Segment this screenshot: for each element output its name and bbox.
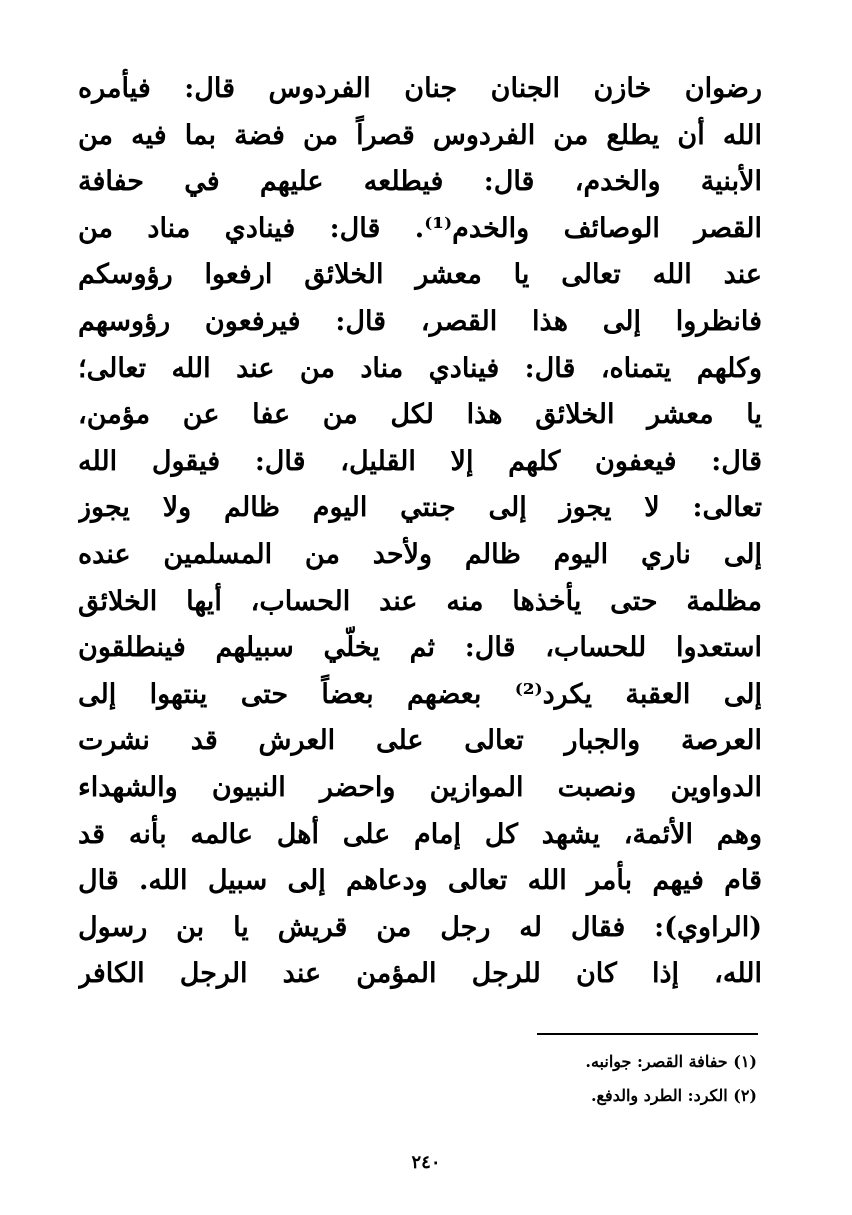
text-line: (الراوي): فقال له رجل من قريش يا بن رسول xyxy=(78,911,762,943)
text-line: فانظروا إلى هذا القصر، قال: فيرفعون رؤوسهم xyxy=(78,305,762,337)
text-line: الله، إذا كان للرجل المؤمن عند الرجل الكافر xyxy=(78,958,762,990)
text-line: رضوان خازن الجنان جنان الفردوس قال: فيأمره xyxy=(78,73,762,104)
text-line: الأبنية والخدم، قال: فيطلعه عليهم في حفافة xyxy=(78,166,762,198)
text-line: العرصة والجبار تعالى على العرش قد نشرت xyxy=(78,725,762,757)
text-line: القصر الوصائف والخدم⁽¹⁾. قال: فينادي مناد من xyxy=(78,212,762,244)
footnotes xyxy=(457,1045,757,1113)
text-line: استعدوا للحساب، قال: ثم يخلّي سبيلهم فينطلقون xyxy=(78,632,762,664)
text-line: تعالى: لا يجوز إلى جنتي اليوم ظالم ولا يجوز xyxy=(78,492,762,524)
text-line: يا معشر الخلائق هذا لكل من عفا عن مؤمن، xyxy=(78,399,762,431)
text-line: إلى ناري اليوم ظالم ولأحد من المسلمين عنده xyxy=(78,538,762,570)
footnote-2: (٢) الكرد: الطرد والدفع. xyxy=(590,1086,757,1105)
page-number: ٢٤٠ xyxy=(411,1152,441,1173)
text-line: الله أن يطلع من الفردوس قصراً من فضة بما فيه من xyxy=(78,119,762,151)
main-text xyxy=(78,66,762,998)
text-line: إلى العقبة يكرد⁽²⁾ بعضهم بعضاً حتى ينتهوا إلى xyxy=(78,678,762,710)
text-line: قال: فيعفون كلهم إلا القليل، قال: فيقول الله xyxy=(78,445,762,477)
text-line: مظلمة حتى يأخذها منه عند الحساب، أيها الخلائق xyxy=(78,585,762,617)
text-line: قام فيهم بأمر الله تعالى ودعاهم إلى سبيل الله. قال xyxy=(78,865,762,897)
footnote-divider xyxy=(537,1033,758,1035)
text-line: وكلهم يتمناه، قال: فينادي مناد من عند الله تعالى؛ xyxy=(78,352,762,384)
text-line: وهم الأئمة، يشهد كل إمام على أهل عالمه بأنه قد xyxy=(78,818,762,850)
text-line: عند الله تعالى يا معشر الخلائق ارفعوا رؤوسكم xyxy=(78,259,762,291)
text-line: الدواوين ونصبت الموازين واحضر النبيون والشهداء xyxy=(78,771,762,803)
footnote-1: (١) حفافة القصر: جوانبه. xyxy=(585,1052,757,1071)
